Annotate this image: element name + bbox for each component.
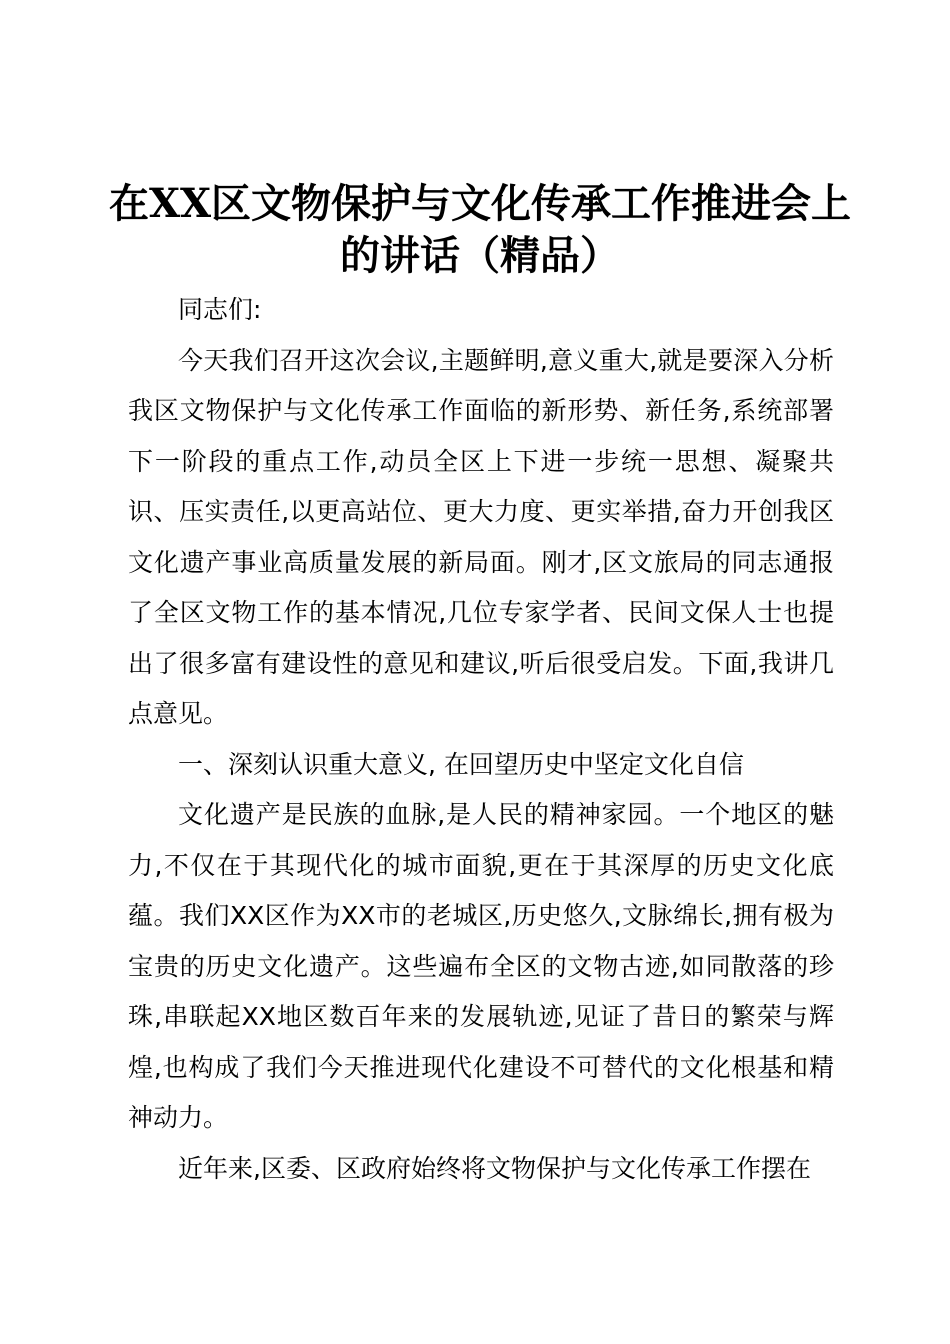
section-heading: 一、深刻认识重大意义, 在回望历史中坚定文化自信 bbox=[178, 749, 744, 779]
document-body bbox=[128, 285, 834, 1194]
paragraph-recent-years: 近年来,区委、区政府始终将文物保护与文化传承工作摆在 bbox=[178, 1153, 811, 1183]
paragraph-cultural-heritage: 文化遗产是民族的血脉,是人民的精神家园。一个地区的魅力,不仅在于其现代化的城市面貌,更在于其深厚的历史文化底蕴。我们XX区作为XX市的老城区,历史悠久,文脉绵长,拥有极为宝贵的历史文化遗产。这些遍布全区的文物古迹,如同散落的珍珠,串联起XX地区数百年来的发展轨迹,见证了昔日的繁荣与辉煌,也构成了我们今天推进现代化建设不可替代的文化根基和精神动力。 bbox=[128, 800, 834, 1132]
paragraph-opening: 今天我们召开这次会议,主题鲜明,意义重大,就是要深入分析我区文物保护与文化传承工作面临的新形势、新任务,系统部署下一阶段的重点工作,动员全区上下进一步统一思想、凝聚共识、压实责任,以更高站位、更大力度、更实举措,奋力开创我区文化遗产事业高质量发展的新局面。刚才,区文旅局的同志通报了全区文物工作的基本情况,几位专家学者、民间文保人士也提出了很多富有建设性的意见和建议,听后很受启发。下面,我讲几点意见。 bbox=[128, 345, 834, 728]
document-title: 在XX区文物保护与文化传承工作推进会上的讲话（精品） bbox=[108, 180, 852, 279]
salutation: 同志们: bbox=[178, 295, 262, 324]
